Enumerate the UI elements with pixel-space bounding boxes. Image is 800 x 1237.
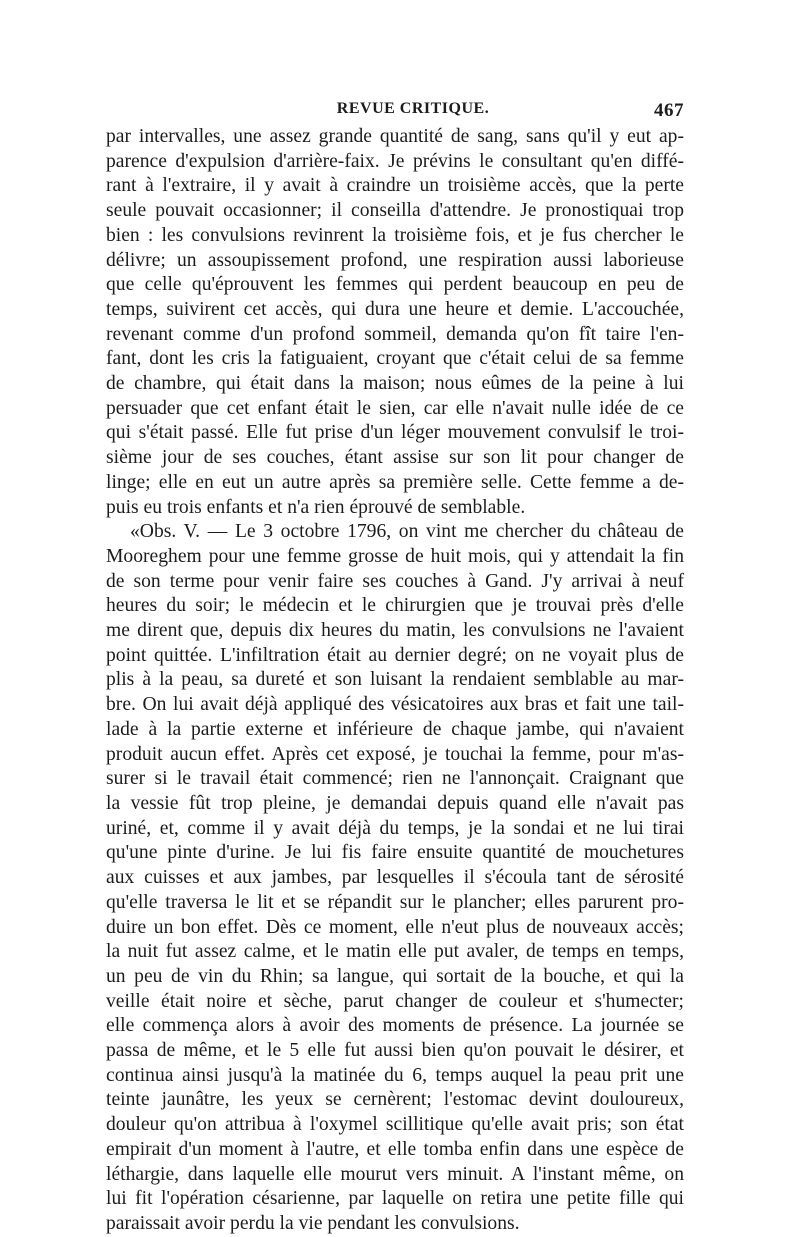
- text-line: par intervalles, une assez grande quantité de sang, sans qu'il y eut ap-: [106, 126, 684, 147]
- text-line: revenant comme d'un profond sommeil, demanda qu'on fît taire l'en-: [106, 323, 684, 345]
- text-line: paraissait avoir perdu la vie pendant les convulsions.: [106, 1212, 520, 1234]
- text-line: «Obs. V. — Le 3 octobre 1796, on vint me chercher du château de: [130, 521, 684, 543]
- text-line: parence d'expulsion d'arrière-faix. Je prévins le consultant qu'en diffé-: [106, 150, 684, 172]
- page-number: 467: [654, 100, 684, 121]
- text-line: aux cuisses et aux jambes, par lesquelles il s'écoula tant de sérosité: [106, 867, 684, 889]
- text-line: la nuit fut assez calme, et le matin elle put avaler, de temps en temps,: [106, 941, 684, 963]
- text-line: produit aucun effet. Après cet exposé, je touchai la femme, pour m'as-: [106, 743, 684, 765]
- text-line: temps, suivirent cet accès, qui dura une heure et demie. L'accouchée,: [106, 298, 684, 320]
- text-line: empirait d'un moment à l'autre, et elle tomba enfin dans une espèce de: [106, 1138, 684, 1160]
- text-line: point quittée. L'infiltration était au dernier degré; on ne voyait plus de: [106, 644, 684, 666]
- text-line: de chambre, qui était dans la maison; nous eûmes de la peine à lui: [106, 373, 684, 395]
- text-line: bien : les convulsions revinrent la troisième fois, et je fus chercher le: [106, 224, 684, 246]
- text-line: duire un bon effet. Dès ce moment, elle n'eut plus de nouveaux accès;: [106, 916, 684, 938]
- text-line: heures du soir; le médecin et le chirurgien que je trouvai près d'elle: [106, 595, 684, 617]
- text-line: me dirent que, depuis dix heures du matin, les convulsions ne l'avaient: [106, 620, 684, 642]
- text-line: lade à la partie externe et inférieure de chaque jambe, qui n'avaient: [106, 718, 684, 740]
- text-line: délivre; un assoupissement profond, une respiration aussi laborieuse: [106, 249, 684, 271]
- text-line: uriné, et, comme il y avait déjà du temps, je la sondai et ne lui tirai: [106, 817, 684, 839]
- running-head: REVUE CRITIQUE.: [336, 100, 490, 117]
- text-line: un peu de vin du Rhin; sa langue, qui sortait de la bouche, et qui la: [106, 965, 684, 987]
- text-line: veille était noire et sèche, parut changer de couleur et s'humecter;: [106, 990, 684, 1012]
- text-line: la vessie fût trop pleine, je demandai depuis quand elle n'avait pas: [106, 792, 684, 814]
- text-line: léthargie, dans laquelle elle mourut vers minuit. A l'instant même, on: [106, 1163, 684, 1185]
- body-text: [106, 125, 684, 1237]
- text-line: seule pouvait occasionner; il conseilla d'attendre. Je pronostiquai trop: [106, 200, 684, 222]
- text-line: passa de même, et le 5 elle fut aussi bien qu'on pouvait le désirer, et: [106, 1040, 684, 1062]
- text-line: rant à l'extraire, il y avait à craindre un troisième accès, que la perte: [106, 175, 684, 197]
- text-line: continua ainsi jusqu'à la matinée du 6, temps auquel la peau prit une: [106, 1064, 684, 1086]
- text-line: puis eu trois enfants et n'a rien éprouvé de semblable.: [106, 496, 526, 518]
- text-line: lui fit l'opération césarienne, par laquelle on retira une petite fille qui: [106, 1188, 684, 1210]
- text-line: bre. On lui avait déjà appliqué des vésicatoires aux bras et fait une tail-: [106, 694, 684, 716]
- text-line: persuader que cet enfant était le sien, car elle n'avait nulle idée de ce: [106, 397, 684, 419]
- text-line: qu'une pinte d'urine. Je lui fis faire ensuite quantité de mouchetures: [106, 842, 684, 864]
- text-line: Mooreghem pour une femme grosse de huit mois, qui y attendait la fin: [106, 545, 684, 567]
- text-line: qui s'était passé. Elle fut prise d'un léger mouvement convulsif le troi-: [106, 422, 684, 444]
- text-line: que celle qu'éprouvent les femmes qui perdent beaucoup en peu de: [106, 274, 684, 296]
- text-line: douleur qu'on attribua à l'oxymel scillitique qu'elle avait pris; son état: [106, 1114, 684, 1136]
- text-line: de son terme pour venir faire ses couches à Gand. J'y arrivai à neuf: [106, 570, 684, 592]
- book-page: [106, 96, 684, 1237]
- text-line: plis à la peau, sa dureté et son luisant la rendaient semblable au mar-: [106, 669, 684, 691]
- text-line: sième jour de ses couches, étant assise sur son lit pour changer de: [106, 447, 684, 469]
- text-line: elle commença alors à avoir des moments de présence. La journée se: [106, 1015, 684, 1037]
- text-line: fant, dont les cris la fatiguaient, croyant que c'était celui de sa femme: [106, 348, 684, 370]
- page-header: [106, 96, 684, 120]
- text-line: linge; elle en eut un autre après sa première selle. Cette femme a de-: [106, 471, 684, 493]
- text-line: teinte jaunâtre, les yeux se cernèrent; l'estomac devint douloureux,: [106, 1089, 684, 1111]
- text-line: qu'elle traversa le lit et se répandit sur le plancher; elles parurent pro-: [106, 891, 684, 913]
- text-line: surer si le travail était commencé; rien ne l'annonçait. Craignant que: [106, 768, 684, 790]
